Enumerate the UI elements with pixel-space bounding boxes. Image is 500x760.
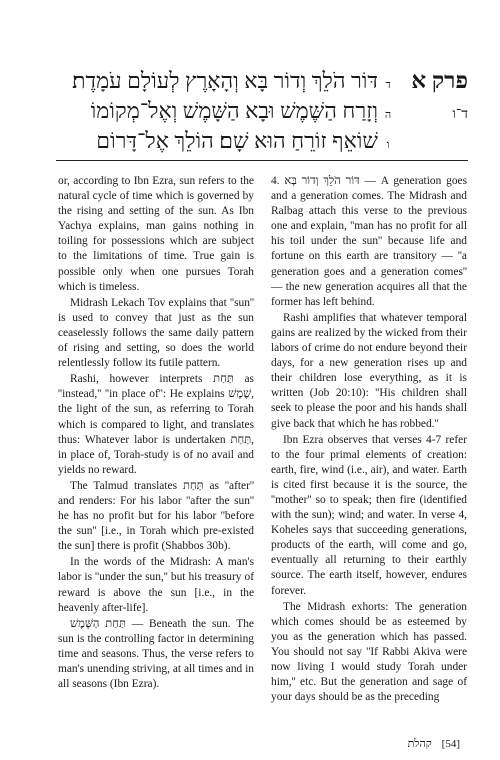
verse-text: דּוֹר הֹלֵךְ וְדוֹר בָּא וְהָאָרֶץ לְעוֹלָם עֹמָדֶת׃ [72, 68, 378, 93]
paragraph: The Midrash exhorts: The generation which comes should be as esteemed by you as the generation which has passed. You should not say ''If Rabbi Akiva were now living I would study Torah under him,'' etc. But the generation and sage of your days should be as the preceding [271, 600, 467, 704]
chapter-label: פרק א [411, 68, 468, 93]
divider-rule [56, 160, 468, 161]
verse-row-4 [56, 68, 468, 98]
paragraph: In the words of the Midrash: A man's labor is ''under the sun,'' but his treasury of reward is above the sun [i.e., in the heavenly after-life]. [58, 556, 254, 614]
paragraph: תַּחַת הַשָּׁמֶשׁ — Beneath the sun. The sun is the controlling factor in determining time and seasons. Thus, the verse refers to man's unending striving, at all times and in all seasons (Ibn Ezra). [58, 617, 254, 691]
verse-number: ד [385, 79, 391, 91]
commentary-left-column [58, 174, 254, 693]
paragraph: Rashi, however interprets תַּחַת as ''instead,'' ''in place of'': He explains שֶׁמֶשׁ, the light of the sun, as referring to Torah which is compared to light, and translates thus: Whatever labor is undertaken תַּחַת, in place of, Torah-study is of no avail and yields no reward. [58, 373, 254, 476]
verse-text: שׁוֹאֵף זוֹרֵחַ הוּא שָׁם׃ הוֹלֵךְ אֶל־דָּרוֹם [96, 128, 378, 153]
paragraph: 4. דּוֹר הֹלֵךְ וְדוֹר בָּא — A generation goes and a generation comes. The Midrash and Ralbag attach this verse to the previous one and explain, ''man has no profit for all his toil under the sun'' because life and fortune on this earth are transitory — ''a generation goes and a generation comes'' — the new generation acquires all that the former has left behind. [271, 175, 468, 308]
verse-row-6 [56, 128, 468, 158]
paragraph: Midrash Lekach Tov explains that ''sun'' is used to convey that just as the sun ceaselessly follows the same daily pattern of rising and setting, so does the world relentlessly follow its futile pattern. [58, 296, 254, 370]
commentary-right-column [271, 174, 467, 706]
paragraph: The Talmud translates תַּחַת as ''after'' and renders: For his labor ''after the sun'' he has no profit but for his labor ''before the sun'' [i.e., in Torah which pre-existed the sun] there is profit (Shabbos 30b). [58, 479, 254, 553]
page-number: [54] [441, 738, 460, 750]
verse-range-label: ד־ו [452, 107, 468, 122]
verse-number: ה [384, 109, 392, 121]
page-footer [290, 738, 460, 750]
paragraph: Rashi amplifies that whatever temporal gains are realized by the wicked from their labors of crime do not endure beyond their days, for a new generation rises up and their children lose everything, as it is written (Job 20:10): ''His children shall seek to please the poor and his hands shall give back that which he has robbed.'' [271, 311, 467, 430]
paragraph: or, according to Ibn Ezra, sun refers to the natural cycle of time which is governed by the rising and setting of the sun. As Ibn Yachya explains, man gains nothing in toiling for possessions which are subject to the limitations of time. True gain is possible only when one pursues Torah which is timeless. [58, 175, 254, 293]
paragraph: Ibn Ezra observes that verses 4-7 refer to the four primal elements of creation: earth, fire, wind (i.e., air), and water. Earth is cited first because it is the source, the ''mother'' so to speak; then fire (identified with the sun); wind; and water. In verse 4, Koheles says that succeeding generations, products of the earth, will come and go, eventually all returning to their earthly source. The earth itself, however, endures forever. [271, 433, 467, 597]
footer-book-title: קהלת [407, 738, 432, 750]
verse-number: ו [386, 139, 390, 151]
verse-text: וְזָרַח הַשֶּׁמֶשׁ וּבָא הַשָּׁמֶשׁ וְאֶל־מְקוֹמוֹ [90, 98, 378, 123]
verse-row-5 [56, 98, 468, 128]
hebrew-verse-block [56, 68, 468, 158]
